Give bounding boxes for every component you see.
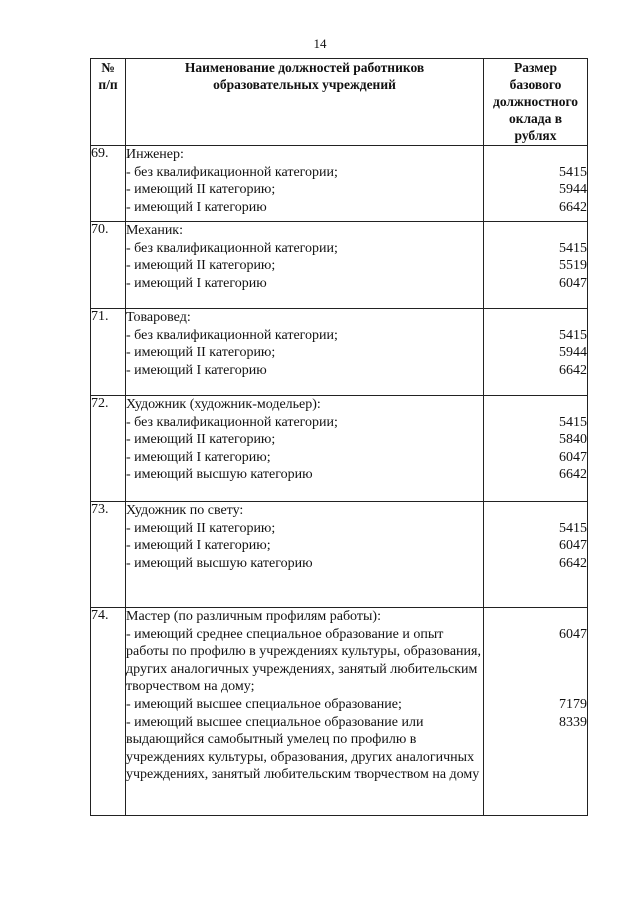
salary-value: 6642 [559, 555, 587, 571]
salary-cell [484, 222, 588, 309]
table-row [91, 502, 588, 608]
salary-value: 5415 [559, 327, 587, 343]
category-item: - имеющий I категорию [126, 199, 267, 215]
salary-value: 6642 [559, 199, 587, 215]
category-item: - имеющий II категорию; [126, 520, 276, 536]
category-item: - имеющий высшее специальное образование; [126, 696, 402, 712]
category-item: - имеющий I категорию; [126, 538, 271, 554]
header-size-line: Размер [514, 60, 557, 75]
header-num-line: п/п [98, 77, 118, 92]
salary-cell [484, 396, 588, 502]
table-row [91, 608, 588, 816]
salary-value: 5415 [559, 164, 587, 180]
category-item: - имеющий II категорию; [126, 182, 276, 198]
position-title: Мастер (по различным профилям работы): [126, 609, 381, 624]
salary-value: 6047 [559, 626, 587, 642]
salary-value: 5944 [559, 345, 587, 361]
salary-value: 5415 [559, 520, 587, 536]
salary-value: 5944 [559, 182, 587, 198]
salary-value: 5519 [559, 258, 587, 274]
category-item: - имеющий высшую категорию [126, 555, 313, 571]
salary-value: 5415 [559, 240, 587, 256]
salary-value: 5415 [559, 414, 587, 430]
salary-value: 6642 [559, 362, 587, 378]
position-title: Механик: [126, 223, 183, 238]
salary-value: 6642 [559, 467, 587, 483]
salary-value: 6047 [559, 275, 587, 291]
row-number: 70. [91, 222, 126, 309]
row-number: 72. [91, 396, 126, 502]
row-number: 73. [91, 502, 126, 608]
position-cell [126, 396, 484, 502]
salary-table [90, 58, 588, 816]
position-title: Товаровед: [126, 310, 191, 325]
category-item: - имеющий I категорию [126, 275, 267, 291]
header-size-line: рублях [514, 128, 557, 143]
table-header-row [91, 59, 588, 146]
category-item: - имеющий II категорию; [126, 258, 276, 274]
header-name-column [126, 59, 484, 146]
row-number: 74. [91, 608, 126, 816]
table-row [91, 222, 588, 309]
salary-cell [484, 146, 588, 222]
category-item: - без квалификационной категории; [126, 164, 338, 180]
position-cell [126, 502, 484, 608]
table-row [91, 396, 588, 502]
header-num-line: № [101, 60, 115, 75]
category-item: - имеющий среднее специальное образование и опыт работы по профилю в учреждениях культуры, образования, других аналогичных учреждениях, занятый любительским творчеством на дому; [126, 626, 481, 695]
category-item: - имеющий I категорию [126, 362, 267, 378]
position-title: Художник по свету: [126, 503, 244, 518]
table-row [91, 146, 588, 222]
row-number: 71. [91, 309, 126, 396]
salary-cell [484, 309, 588, 396]
salary-value: 7179 [559, 696, 587, 712]
salary-value: 8339 [559, 714, 587, 730]
category-item: - имеющий высшее специальное образование или выдающийся самобытный умелец по профилю в учреждениях культуры, образования, других аналогичных учреждениях, занятый любительским творчеством на дому [126, 714, 480, 783]
category-item: - имеющий высшую категорию [126, 467, 313, 483]
salary-value: 6047 [559, 449, 587, 465]
header-size-line: должностного [493, 94, 578, 109]
salary-value: 6047 [559, 538, 587, 554]
header-size-line: базового [509, 77, 562, 92]
header-number-column [91, 59, 126, 146]
position-title: Художник (художник-модельер): [126, 397, 321, 412]
position-cell [126, 608, 484, 816]
category-item: - без квалификационной категории; [126, 327, 338, 343]
category-item: - имеющий II категорию; [126, 432, 276, 448]
category-item: - без квалификационной категории; [126, 240, 338, 256]
row-number: 69. [91, 146, 126, 222]
table-row [91, 309, 588, 396]
category-item: - имеющий I категорию; [126, 449, 271, 465]
header-name-line: образовательных учреждений [213, 77, 396, 92]
position-cell [126, 309, 484, 396]
page-number: 14 [313, 36, 327, 51]
category-item: - имеющий II категорию; [126, 345, 276, 361]
header-size-line: оклада в [508, 111, 563, 126]
category-item: - без квалификационной категории; [126, 414, 338, 430]
header-name-line: Наименование должностей работников [184, 60, 425, 75]
position-title: Инженер: [126, 147, 184, 162]
position-cell [126, 146, 484, 222]
position-cell [126, 222, 484, 309]
header-size-column [484, 59, 588, 146]
salary-value: 5840 [559, 432, 587, 448]
salary-cell [484, 502, 588, 608]
salary-cell [484, 608, 588, 816]
